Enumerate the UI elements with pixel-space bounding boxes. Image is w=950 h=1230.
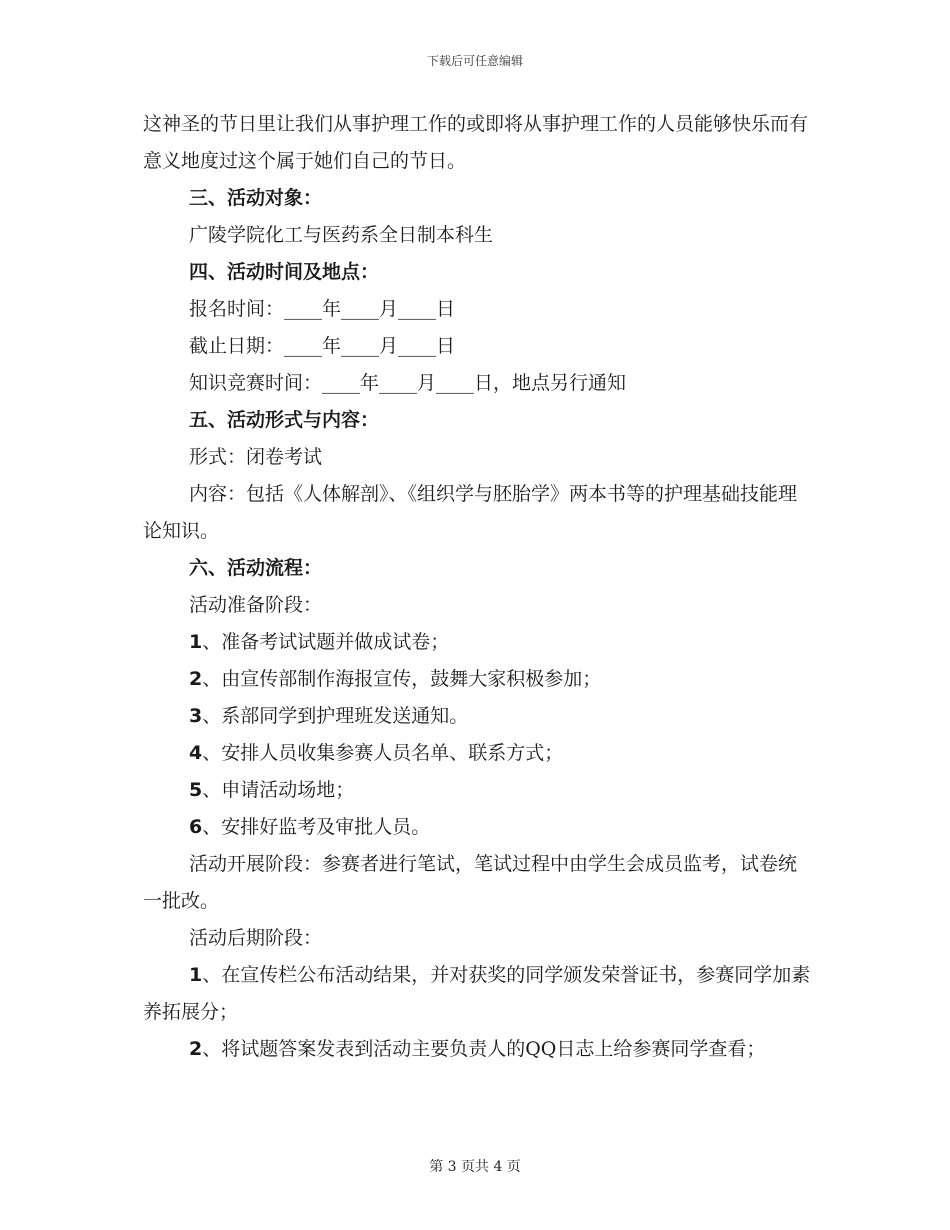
list-text: 、系部同学到护理班发送通知。 xyxy=(202,705,469,727)
target-paragraph: 广陵学院化工与医药系全日制本科生 xyxy=(189,224,494,246)
section-heading-process: 六、活动流程： xyxy=(189,557,323,579)
list-text: 、安排好监考及审批人员。 xyxy=(202,816,431,838)
list-number: 1 xyxy=(189,631,203,653)
page-footer: 第 3 页共 4 页 xyxy=(429,1159,521,1175)
list-text: 、安排人员收集参赛人员名单、联系方式； xyxy=(202,742,564,764)
list-number: 2 xyxy=(189,1038,203,1060)
list-item xyxy=(143,624,811,661)
list-number: 1 xyxy=(189,964,203,986)
form-paragraph: 形式：闭卷考试 xyxy=(189,446,323,468)
section-heading-time-place: 四、活动时间及地点： xyxy=(189,261,380,283)
list-item xyxy=(143,698,811,735)
prep-stage-title: 活动准备阶段： xyxy=(189,594,323,616)
content-paragraph: 内容：包括《人体解剖》、《组织学与胚胎学》两本书等的护理基础技能理论知识。 xyxy=(143,483,798,542)
intro-paragraph: 这神圣的节日里让我们从事护理工作的或即将从事护理工作的人员能够快乐而有意义地度过这个属于她们自己的节日。 xyxy=(143,113,809,172)
list-text: 、申请活动场地； xyxy=(202,779,355,801)
list-item xyxy=(143,809,811,846)
list-item xyxy=(143,1031,811,1068)
list-item xyxy=(143,661,811,698)
list-item xyxy=(143,957,811,1031)
page-header: 下载后可任意编辑 xyxy=(426,54,523,68)
deadline-date: 截止日期：____年____月____日 xyxy=(189,335,456,357)
section-heading-form-content: 五、活动形式与内容： xyxy=(189,409,380,431)
post-stage-title: 活动后期阶段： xyxy=(189,927,323,949)
run-stage-paragraph: 活动开展阶段：参赛者进行笔试，笔试过程中由学生会成员监考，试卷统一批改。 xyxy=(143,853,798,912)
section-heading-target: 三、活动对象： xyxy=(189,187,323,209)
list-text: 、将试题答案发表到活动主要负责人的QQ日志上给参赛同学查看； xyxy=(202,1038,766,1060)
document-body xyxy=(143,106,811,1068)
list-number: 5 xyxy=(189,779,203,801)
signup-time: 报名时间：____年____月____日 xyxy=(189,298,456,320)
list-number: 4 xyxy=(189,742,203,764)
list-text: 、在宣传栏公布活动结果，并对获奖的同学颁发荣誉证书，参赛同学加素养拓展分； xyxy=(143,964,811,1023)
list-number: 2 xyxy=(189,668,203,690)
list-text: 、由宣传部制作海报宣传，鼓舞大家积极参加； xyxy=(202,668,602,690)
contest-time: 知识竞赛时间：____年____月____日，地点另行通知 xyxy=(189,372,627,394)
list-item xyxy=(143,772,811,809)
list-number: 3 xyxy=(189,705,203,727)
list-text: 、准备考试试题并做成试卷； xyxy=(202,631,450,653)
list-item xyxy=(143,735,811,772)
list-number: 6 xyxy=(189,816,203,838)
